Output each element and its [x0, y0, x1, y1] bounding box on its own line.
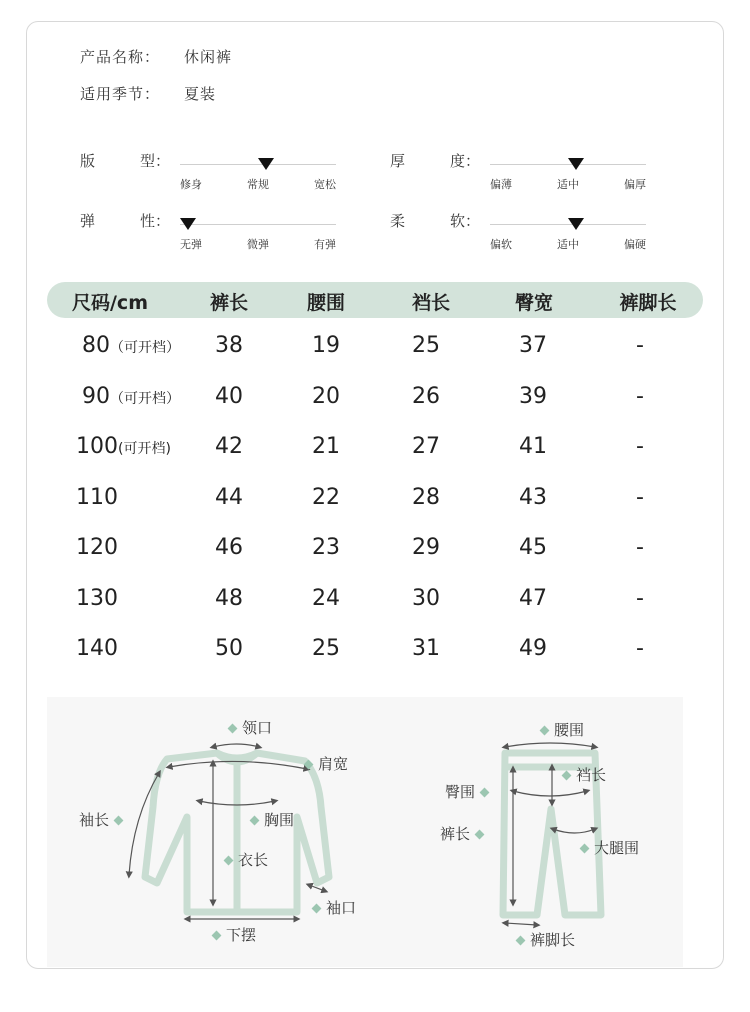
attribute-option: 偏厚 — [624, 178, 646, 191]
header-waist: 腰围 — [306, 292, 346, 314]
size-cell: 80（可开档） — [82, 333, 180, 358]
attribute-option: 无弹 — [180, 238, 202, 251]
size-cell: 130 — [76, 585, 118, 611]
attribute-options — [490, 236, 646, 252]
size-cell: 140 — [76, 636, 118, 661]
table-row — [0, 384, 750, 424]
garment-illustration — [47, 697, 683, 967]
attribute-label: 厚 度： — [390, 152, 480, 170]
jacket-outline — [145, 753, 329, 912]
table-cell: 50 — [215, 636, 243, 661]
attribute-option: 偏薄 — [490, 178, 512, 191]
table-cell: - — [636, 484, 644, 510]
table-cell: 31 — [412, 636, 440, 661]
attribute-0 — [80, 150, 350, 196]
size-cell: 120 — [76, 535, 118, 560]
attribute-3 — [390, 210, 660, 256]
attribute-options — [490, 176, 646, 192]
attribute-option: 宽松 — [314, 178, 336, 191]
header-leg-opening: 裤脚长 — [619, 292, 677, 314]
table-cell: 26 — [412, 383, 440, 409]
table-cell: 43 — [519, 484, 547, 510]
attribute-marker-icon — [568, 218, 584, 230]
attribute-option: 适中 — [557, 178, 579, 191]
attribute-option: 常规 — [247, 178, 269, 191]
table-cell: - — [636, 434, 644, 459]
attribute-track — [180, 224, 336, 225]
season-key: 适用季节： — [80, 85, 161, 103]
label-thigh: 大腿围 — [575, 837, 639, 858]
label-collar: 领口 — [223, 717, 272, 738]
table-cell: 21 — [312, 434, 340, 459]
table-row — [0, 333, 750, 373]
table-cell: 29 — [412, 535, 440, 560]
table-cell: 20 — [312, 383, 340, 409]
attribute-option: 适中 — [557, 238, 579, 251]
table-row — [0, 535, 750, 575]
header-pants-length: 裤长 — [209, 292, 249, 314]
label-chest: 胸围 — [245, 809, 294, 830]
table-cell: 46 — [215, 535, 243, 560]
attribute-option: 修身 — [180, 178, 202, 191]
size-cell: 100(可开档) — [76, 434, 171, 459]
label-hem: 下摆 — [207, 924, 256, 945]
size-cell: 90（可开档） — [82, 383, 180, 409]
table-cell: 37 — [519, 333, 547, 358]
table-cell: 45 — [519, 535, 547, 560]
table-row — [0, 636, 750, 676]
attribute-1 — [390, 150, 660, 196]
table-cell: 41 — [519, 434, 547, 459]
table-cell: 49 — [519, 636, 547, 661]
table-cell: 40 — [215, 383, 243, 409]
product-name-value: 休闲裤 — [184, 48, 233, 66]
table-cell: 25 — [412, 333, 440, 358]
table-cell: - — [636, 383, 644, 409]
table-cell: - — [636, 636, 644, 661]
product-name-row — [80, 46, 232, 67]
table-cell: 27 — [412, 434, 440, 459]
size-cell: 110 — [76, 484, 118, 510]
label-inseam: 裤长 — [440, 823, 489, 844]
table-cell: 24 — [312, 585, 340, 611]
attribute-option: 偏硬 — [624, 238, 646, 251]
size-table-header — [47, 282, 703, 318]
table-cell: 19 — [312, 333, 340, 358]
attribute-marker-icon — [258, 158, 274, 170]
season-row — [80, 83, 216, 104]
attribute-label: 版 型： — [80, 152, 170, 170]
attribute-marker-icon — [568, 158, 584, 170]
table-cell: 30 — [412, 585, 440, 611]
table-row — [0, 434, 750, 474]
product-name-key: 产品名称： — [80, 48, 161, 66]
label-rise: 裆长 — [557, 764, 606, 785]
table-cell: 22 — [312, 484, 340, 510]
table-cell: 23 — [312, 535, 340, 560]
table-cell: - — [636, 535, 644, 560]
header-hip: 臀宽 — [514, 292, 554, 314]
table-cell: - — [636, 585, 644, 611]
table-cell: 48 — [215, 585, 243, 611]
table-cell: 42 — [215, 434, 243, 459]
attribute-label: 柔 软： — [390, 212, 480, 230]
label-cuff: 袖口 — [307, 897, 356, 918]
attribute-options — [180, 176, 336, 192]
table-row — [0, 485, 750, 525]
table-row — [0, 586, 750, 626]
header-size: 尺码/cm — [71, 292, 149, 314]
header-rise: 裆长 — [411, 292, 451, 314]
label-sleeve: 袖长 — [79, 809, 128, 830]
table-cell: 25 — [312, 636, 340, 661]
table-cell: 38 — [215, 333, 243, 358]
attribute-option: 偏软 — [490, 238, 512, 251]
table-cell: 47 — [519, 585, 547, 611]
attribute-options — [180, 236, 336, 252]
label-leg-opening: 裤脚长 — [511, 929, 575, 950]
season-value: 夏装 — [184, 85, 217, 103]
attribute-option: 有弹 — [314, 238, 336, 251]
table-cell: 28 — [412, 484, 440, 510]
label-hip: 臀围 — [445, 781, 494, 802]
table-cell: 39 — [519, 383, 547, 409]
label-length: 衣长 — [219, 849, 268, 870]
attribute-option: 微弹 — [247, 238, 269, 251]
label-waist: 腰围 — [535, 719, 584, 740]
attribute-marker-icon — [180, 218, 196, 230]
attribute-2 — [80, 210, 350, 256]
table-cell: 44 — [215, 484, 243, 510]
measurement-diagram — [47, 697, 683, 967]
attribute-label: 弹 性： — [80, 212, 170, 230]
label-shoulder: 肩宽 — [299, 753, 348, 774]
table-cell: - — [636, 333, 644, 358]
